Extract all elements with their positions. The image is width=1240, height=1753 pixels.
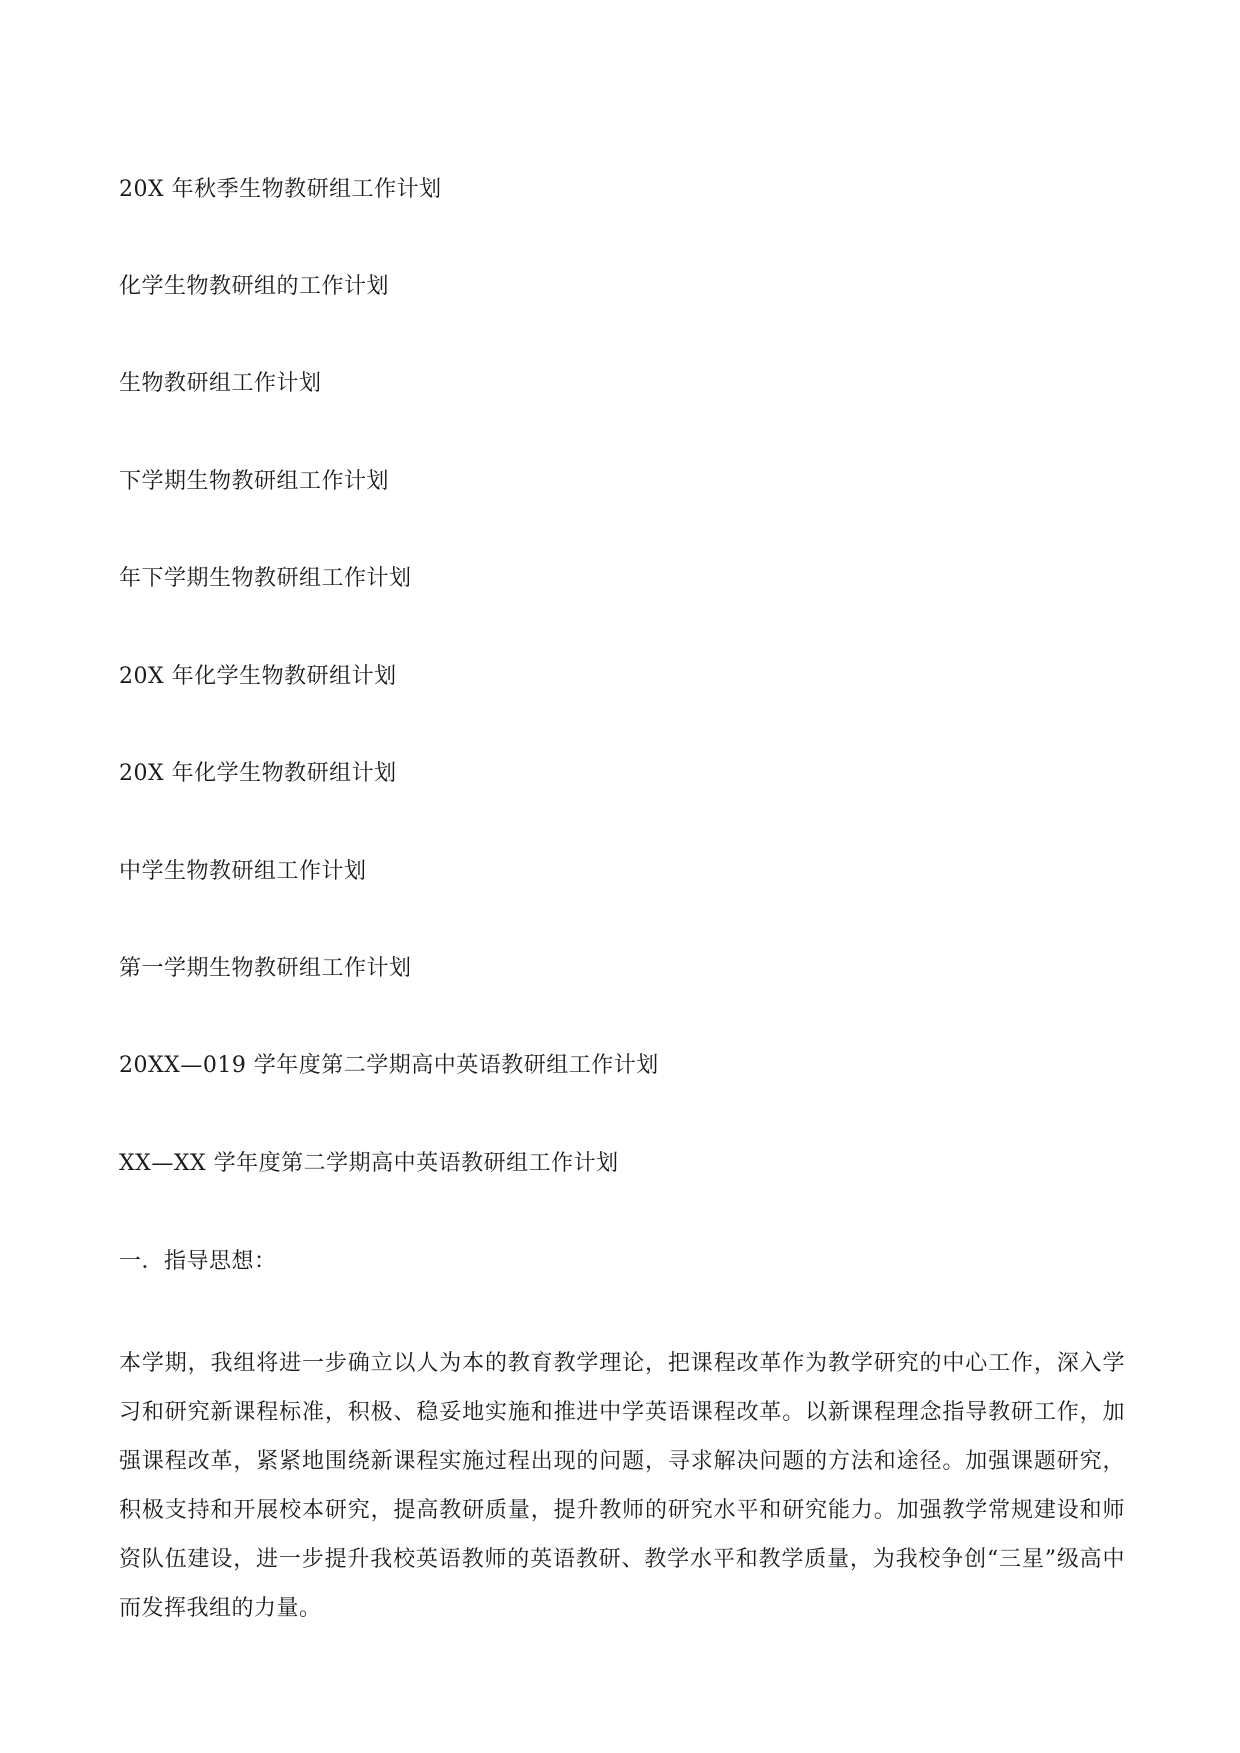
plan-title-4: 下学期生物教研组工作计划 <box>119 469 390 494</box>
plan-title-5: 年下学期生物教研组工作计划 <box>119 566 412 591</box>
section-heading: 一．指导思想： <box>119 1249 277 1274</box>
plan-title-2: 化学生物教研组的工作计划 <box>119 274 390 299</box>
plan-title-6: 20X 年化学生物教研组计划 <box>119 664 397 689</box>
plan-title-10: 20XX—019 学年度第二学期高中英语教研组工作计划 <box>119 1053 659 1078</box>
plan-title-1: 20X 年秋季生物教研组工作计划 <box>119 177 442 202</box>
plan-title-8: 中学生物教研组工作计划 <box>119 859 367 884</box>
plan-title-3: 生物教研组工作计划 <box>119 371 322 396</box>
plan-title-11: XX—XX 学年度第二学期高中英语教研组工作计划 <box>119 1151 619 1176</box>
body-paragraph: 本学期，我组将进一步确立以人为本的教育教学理论，把课程改革作为教学研究的中心工作，深入学习和研究新课程标准，积极、稳妥地实施和推进中学英语课程改革。以新课程理念指导教研工作，加强课程改革，紧紧地围绕新课程实施过程出现的问题，寻求解决问题的方法和途径。加强课题研究，积极支持和开展校本研究，提高教研质量，提升教师的研究水平和研究能力。加强教学常规建设和师资队伍建设，进一步提升我校英语教师的英语教研、教学水平和教学质量，为我校争创“三星”级高中而发挥我组的力量。 <box>119 1351 1125 1621</box>
plan-title-9: 第一学期生物教研组工作计划 <box>119 956 412 981</box>
plan-title-7: 20X 年化学生物教研组计划 <box>119 761 397 786</box>
